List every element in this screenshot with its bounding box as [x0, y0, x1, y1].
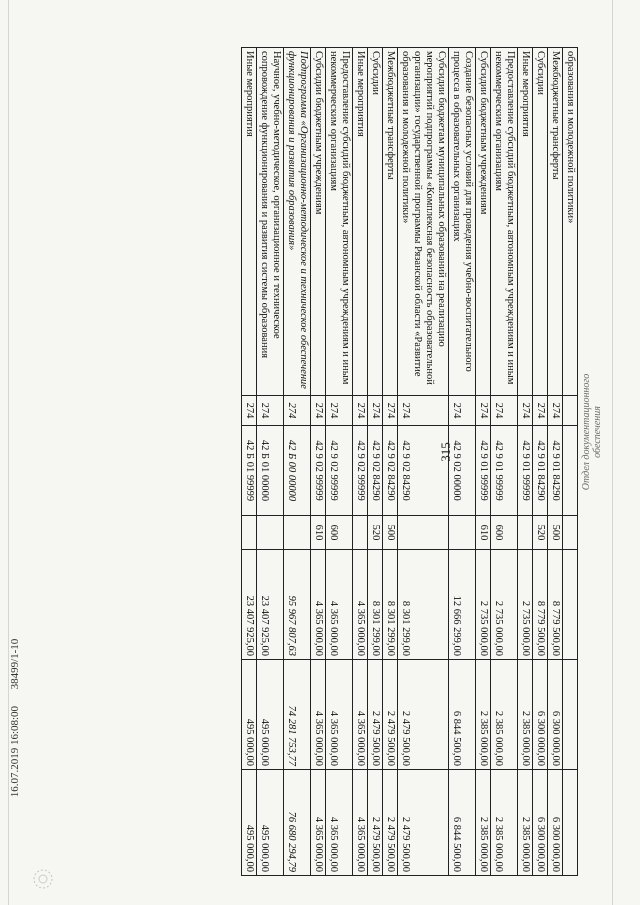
row-name-cell: Предоставление субсидий бюджетным, автономным учреждениям и иным некоммерческим организациям [491, 48, 518, 396]
row-grbs-cell: 274 [284, 396, 311, 426]
row-vr-cell [242, 516, 257, 550]
row-vr-cell: 520 [533, 516, 548, 550]
row-grbs-cell: 274 [368, 396, 383, 426]
row-vr-cell: 500 [548, 516, 563, 550]
row-amount-2021-cell: 6 300 000,00 [548, 770, 563, 876]
table-row [383, 48, 398, 876]
row-grbs-cell: 274 [533, 396, 548, 426]
row-amount-2019-cell: 23 407 925,00 [257, 550, 284, 660]
row-csr-cell: 42 9 01 99999 [476, 426, 491, 516]
row-amount-2019-cell: 2 735 000,00 [491, 550, 518, 660]
row-csr-cell: 42 Б 00 00000 [284, 426, 311, 516]
department-line-1: Отдел документационного [581, 373, 592, 491]
row-vr-cell [563, 516, 578, 550]
row-amount-2020-cell: 74 281 753,77 [284, 660, 311, 770]
row-vr-cell: 500 [383, 516, 398, 550]
row-name-cell: Субсидии бюджетным учреждениям [476, 48, 491, 396]
row-amount-2021-cell: 4 365 000,00 [326, 770, 353, 876]
row-grbs-cell: 274 [476, 396, 491, 426]
row-amount-2019-cell: 8 779 500,00 [533, 550, 548, 660]
row-amount-2019-cell: 4 365 000,00 [311, 550, 326, 660]
row-name-cell: Межбюджетные трансферты [548, 48, 563, 396]
department-stamp [581, 374, 603, 491]
row-amount-2019-cell: 95 967 807,63 [284, 550, 311, 660]
row-vr-cell [449, 516, 476, 550]
row-name-cell: Научное, учебно-методическое, организационное и техническое сопровождение функционирования и развития системы образования [257, 48, 284, 396]
row-vr-cell: 610 [311, 516, 326, 550]
budget-table [241, 47, 578, 876]
row-name-cell: Подпрограмма «Организационно-методическое и техническое обеспечение функционирования и развития образования» [284, 48, 311, 396]
row-amount-2020-cell: 2 385 000,00 [476, 660, 491, 770]
table-row [491, 48, 518, 876]
row-csr-cell: 42 9 02 99999 [311, 426, 326, 516]
table-row [242, 48, 257, 876]
row-csr-cell: 42 9 01 84290 [548, 426, 563, 516]
row-vr-cell: 520 [368, 516, 383, 550]
row-amount-2019-cell: 8 301 299,00 [398, 550, 449, 660]
row-amount-2020-cell: 2 479 500,00 [383, 660, 398, 770]
row-vr-cell: 610 [476, 516, 491, 550]
row-amount-2021-cell: 2 479 500,00 [398, 770, 449, 876]
footer-date: 16.07.2019 16:08:00 [9, 705, 21, 798]
row-csr-cell: 42 9 02 99999 [326, 426, 353, 516]
row-csr-cell: 42 Б 01 00000 [257, 426, 284, 516]
budget-table-body [242, 48, 578, 876]
row-csr-cell: 42 Б 01 99999 [242, 426, 257, 516]
row-name-cell: Иные мероприятия [518, 48, 533, 396]
row-amount-2020-cell: 2 385 000,00 [518, 660, 533, 770]
row-csr-cell: 42 9 01 99999 [518, 426, 533, 516]
row-amount-2021-cell: 4 365 000,00 [311, 770, 326, 876]
table-row [518, 48, 533, 876]
row-amount-2021-cell: 495 000,00 [242, 770, 257, 876]
row-grbs-cell: 274 [311, 396, 326, 426]
row-amount-2021-cell: 2 479 500,00 [368, 770, 383, 876]
table-row [476, 48, 491, 876]
row-csr-cell: 42 9 02 00000 [449, 426, 476, 516]
row-amount-2020-cell: 6 844 500,00 [449, 660, 476, 770]
row-vr-cell [353, 516, 368, 550]
table-row [311, 48, 326, 876]
seal-mark-icon [28, 868, 58, 890]
row-amount-2019-cell: 23 407 925,00 [242, 550, 257, 660]
row-grbs-cell: 274 [242, 396, 257, 426]
budget-table-container [110, 47, 578, 875]
row-amount-2021-cell: 6 844 500,00 [449, 770, 476, 876]
row-amount-2020-cell: 495 000,00 [242, 660, 257, 770]
row-csr-cell: 42 9 02 84290 [368, 426, 383, 516]
row-csr-cell: 42 9 01 84290 [533, 426, 548, 516]
row-amount-2019-cell: 4 365 000,00 [353, 550, 368, 660]
row-amount-2021-cell: 6 300 000,00 [533, 770, 548, 876]
table-row [353, 48, 368, 876]
row-amount-2019-cell: 12 666 299,00 [449, 550, 476, 660]
row-amount-2020-cell: 6 300 000,00 [548, 660, 563, 770]
row-vr-cell [257, 516, 284, 550]
row-amount-2020-cell: 4 365 000,00 [311, 660, 326, 770]
row-name-cell: Межбюджетные трансферты [383, 48, 398, 396]
row-amount-2019-cell: 2 735 000,00 [476, 550, 491, 660]
row-amount-2019-cell: 8 301 299,00 [368, 550, 383, 660]
row-amount-2020-cell: 4 365 000,00 [326, 660, 353, 770]
row-amount-2019-cell: 4 365 000,00 [326, 550, 353, 660]
row-vr-cell [398, 516, 449, 550]
row-amount-2021-cell [563, 770, 578, 876]
row-grbs-cell: 274 [398, 396, 449, 426]
row-amount-2020-cell: 2 385 000,00 [491, 660, 518, 770]
footer-doc-id: 38499/1-10 [9, 638, 21, 690]
row-csr-cell: 42 9 01 99999 [491, 426, 518, 516]
row-vr-cell: 600 [491, 516, 518, 550]
row-vr-cell: 600 [326, 516, 353, 550]
row-grbs-cell: 274 [449, 396, 476, 426]
table-row [284, 48, 311, 876]
row-name-cell: Субсидии [533, 48, 548, 396]
department-line-2: обеспечения [592, 406, 603, 458]
table-row [326, 48, 353, 876]
row-name-cell: образования и молодежной политики» [563, 48, 578, 396]
row-amount-2021-cell: 4 365 000,00 [353, 770, 368, 876]
table-row [257, 48, 284, 876]
row-grbs-cell [563, 396, 578, 426]
row-grbs-cell: 274 [383, 396, 398, 426]
row-amount-2021-cell: 2 479 500,00 [383, 770, 398, 876]
row-csr-cell [563, 426, 578, 516]
row-vr-cell [518, 516, 533, 550]
row-amount-2021-cell: 2 385 000,00 [476, 770, 491, 876]
row-grbs-cell: 274 [353, 396, 368, 426]
row-amount-2020-cell: 2 479 500,00 [398, 660, 449, 770]
row-amount-2019-cell: 2 735 000,00 [518, 550, 533, 660]
scan-artifact-line [612, 0, 613, 905]
row-amount-2019-cell [563, 550, 578, 660]
row-name-cell: Иные мероприятия [353, 48, 368, 396]
table-row [368, 48, 383, 876]
row-amount-2020-cell: 495 000,00 [257, 660, 284, 770]
row-grbs-cell: 274 [491, 396, 518, 426]
row-amount-2021-cell: 2 385 000,00 [491, 770, 518, 876]
row-amount-2020-cell: 4 365 000,00 [353, 660, 368, 770]
row-amount-2019-cell: 8 301 299,00 [383, 550, 398, 660]
row-name-cell: Предоставление субсидий бюджетным, автономным учреждениям и иным некоммерческим организациям [326, 48, 353, 396]
row-amount-2020-cell: 2 479 500,00 [368, 660, 383, 770]
row-name-cell: Создание безопасных условий для проведения учебно-воспитательного процесса в образовательных организациях [449, 48, 476, 396]
row-grbs-cell: 274 [518, 396, 533, 426]
row-name-cell: Субсидии бюджетным учреждениям [311, 48, 326, 396]
footer-stamp [9, 639, 21, 798]
row-amount-2021-cell: 76 680 294,79 [284, 770, 311, 876]
row-csr-cell: 42 9 02 99999 [353, 426, 368, 516]
page-number: 315 [438, 442, 453, 462]
row-vr-cell [284, 516, 311, 550]
table-row [533, 48, 548, 876]
row-name-cell: Субсидии бюджетам муниципальных образований на реализацию мероприятий подпрограммы «Комплексная безопасность образовательной организации» государственной программы Рязанской области «Развитие образования и молодежной политики» [398, 48, 449, 396]
row-name-cell: Иные мероприятия [242, 48, 257, 396]
row-amount-2019-cell: 8 779 500,00 [548, 550, 563, 660]
table-row [563, 48, 578, 876]
row-grbs-cell: 274 [257, 396, 284, 426]
row-csr-cell: 42 9 02 84290 [383, 426, 398, 516]
row-amount-2021-cell: 2 385 000,00 [518, 770, 533, 876]
row-amount-2020-cell: 6 300 000,00 [533, 660, 548, 770]
row-grbs-cell: 274 [326, 396, 353, 426]
row-name-cell: Субсидии [368, 48, 383, 396]
row-csr-cell: 42 9 02 84290 [398, 426, 449, 516]
row-amount-2021-cell: 495 000,00 [257, 770, 284, 876]
row-amount-2020-cell [563, 660, 578, 770]
table-row [548, 48, 563, 876]
row-grbs-cell: 274 [548, 396, 563, 426]
